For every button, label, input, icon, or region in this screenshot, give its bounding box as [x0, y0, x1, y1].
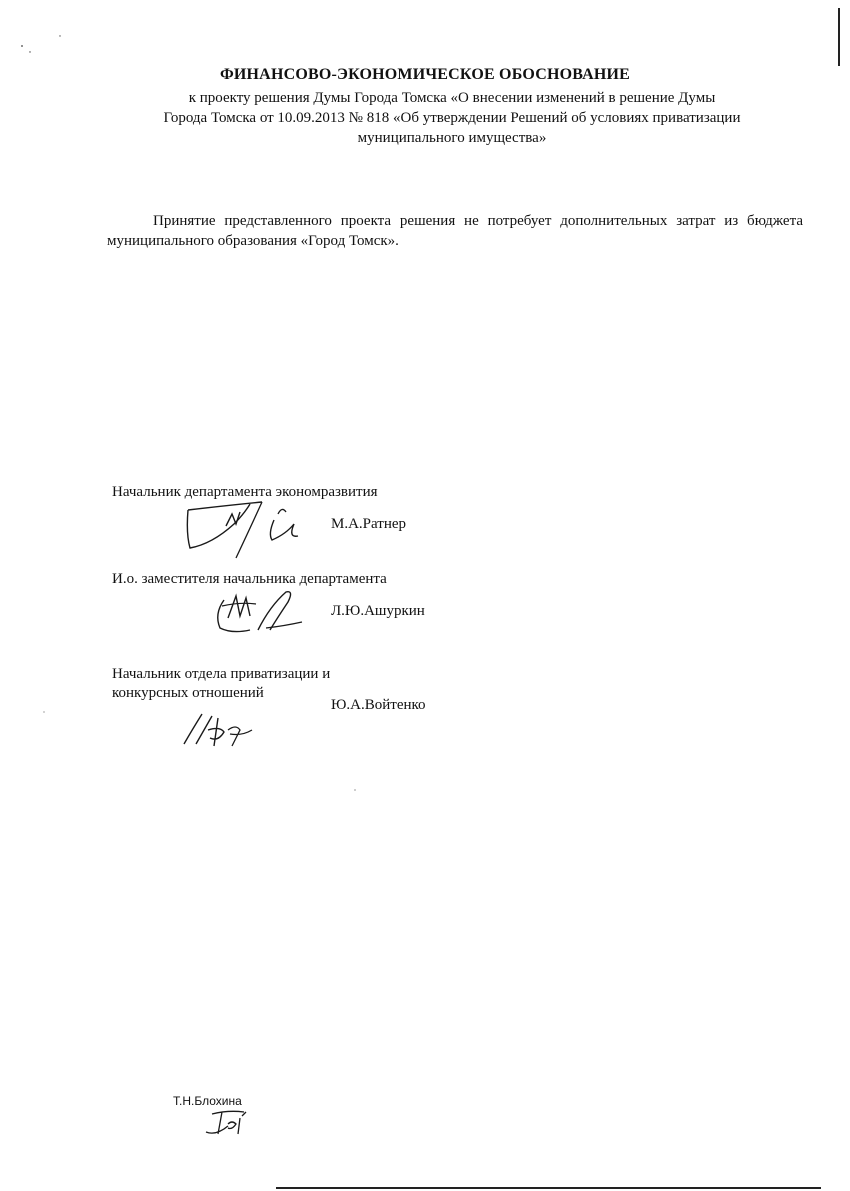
signatory-title-line: конкурсных отношений	[112, 685, 264, 701]
signature-1	[182, 494, 312, 560]
signatory-1-name: М.А.Ратнер	[331, 516, 407, 532]
signature-3	[178, 708, 258, 748]
subtitle-line: муниципального имущества»	[357, 130, 547, 146]
subtitle-line: Города Томска от 10.09.2013 № 818 «Об утверждении Решений об условиях приватизации	[163, 110, 741, 126]
signatory-title-line: И.о. заместителя начальника департамента	[112, 571, 387, 587]
executor-signature	[198, 1106, 258, 1138]
subtitle-line: к проекту решения Думы Города Томска «О внесении изменений в решение Думы	[188, 90, 716, 106]
signatory-3-title	[112, 665, 330, 703]
signatory-title-line: Начальник отдела приватизации и	[112, 666, 331, 682]
signatory-title-line: Начальник департамента экономразвития	[112, 484, 378, 500]
signatory-2-name: Л.Ю.Ашуркин	[331, 603, 425, 619]
document-subtitle	[112, 88, 792, 148]
signatory-3-name: Ю.А.Войтенко	[331, 697, 426, 713]
signature-2	[210, 586, 310, 640]
document-title: ФИНАНСОВО-ЭКОНОМИЧЕСКОЕ ОБОСНОВАНИЕ	[219, 66, 631, 83]
body-paragraph: Принятие представленного проекта решения не потребует дополнительных затрат из бюджета муниципального образования «Город Томск».	[107, 213, 803, 249]
executor-name: Т.Н.Блохина	[173, 1094, 242, 1108]
